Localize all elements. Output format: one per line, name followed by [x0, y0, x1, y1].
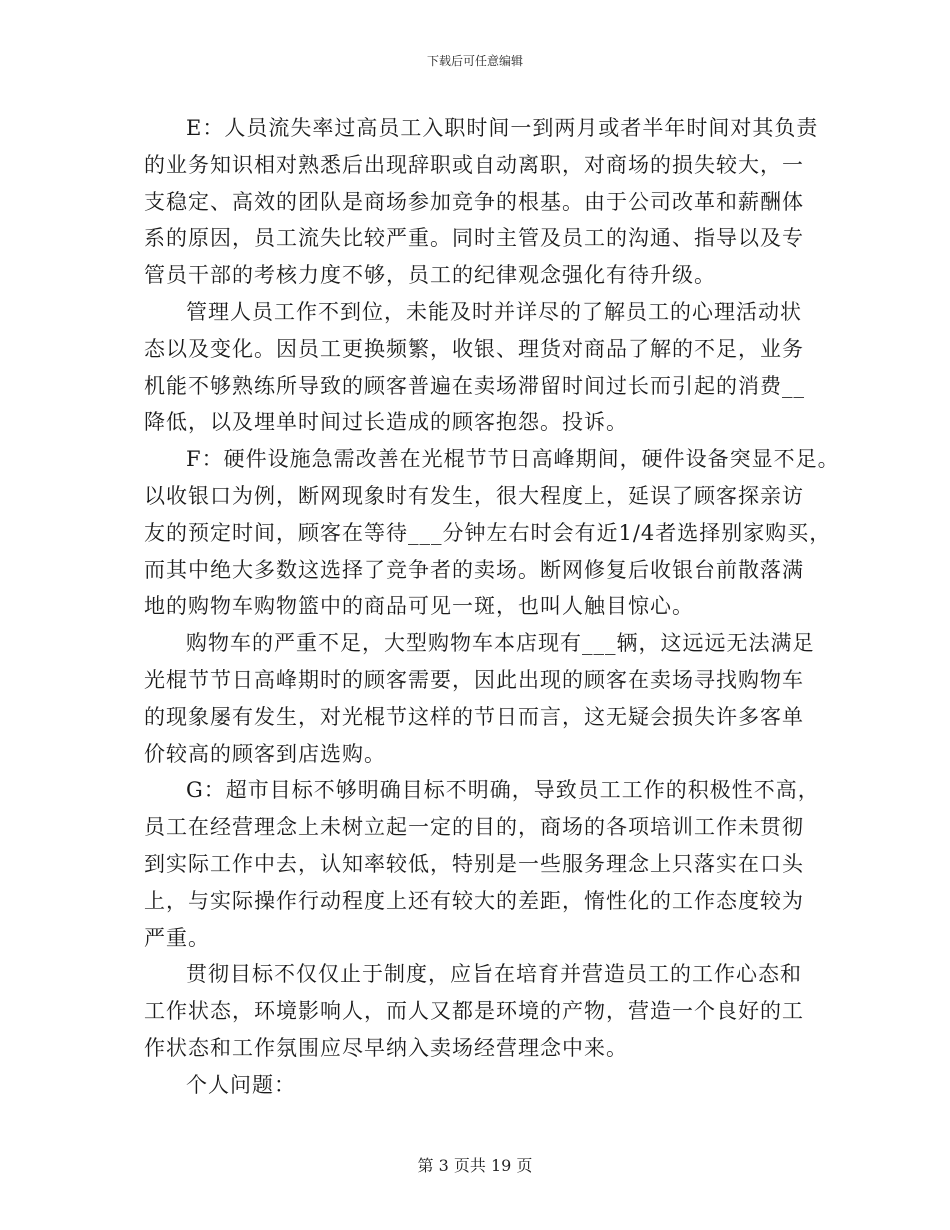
text-line: 个人问题：: [186, 1072, 296, 1097]
text-line: 系的原因，员工流失比较严重。同时主管及员工的沟通、指导以及专: [144, 226, 804, 251]
text-line: 价较高的顾客到店选购。: [144, 741, 386, 766]
text-line: 贯彻目标不仅仅止于制度，应旨在培育并营造员工的工作心态和: [186, 962, 802, 987]
text-line: 降低，以及埋单时间过长造成的顾客抱怨。投诉。: [144, 410, 628, 435]
text-line: 工作状态，环境影响人，而人又都是环境的产物，营造一个良好的工: [144, 999, 804, 1024]
text-line: 态以及变化。因员工更换频繁，收银、理货对商品了解的不足，业务: [144, 336, 804, 361]
page-number: 第 3 页共 19 页: [417, 1156, 533, 1175]
text-line: 严重。: [144, 925, 210, 950]
text-line: 员工在经营理念上未树立起一定的目的，商场的各项培训工作未贯彻: [144, 815, 804, 840]
text-line: 购物车的严重不足，大型购物车本店现有___辆，这远远无法满足: [186, 631, 815, 656]
text-line: G：超市目标不够明确目标不明确，导致员工工作的积极性不高，: [186, 778, 820, 803]
text-line: 管理人员工作不到位，未能及时并详尽的了解员工的心理活动状: [186, 299, 802, 324]
text-line: F：硬件设施急需改善在光棍节节日高峰期间，硬件设备突显不足。: [186, 447, 840, 472]
text-line: 地的购物车购物篮中的商品可见一斑，也叫人触目惊心。: [144, 594, 694, 619]
text-line: 机能不够熟练所导致的顾客普遍在卖场滞留时间过长而引起的消费__: [144, 373, 805, 398]
text-line: E：人员流失率过高员工入职时间一到两月或者半年时间对其负责: [186, 116, 819, 140]
page-header: 下载后可任意编辑: [426, 54, 523, 68]
text-line: 上，与实际操作行动程度上还有较大的差距，惰性化的工作态度较为: [144, 888, 804, 913]
document-body: [144, 110, 840, 1104]
text-line: 而其中绝大多数这选择了竞争者的卖场。断网修复后收银台前散落满: [144, 557, 804, 582]
text-line: 支稳定、高效的团队是商场参加竞争的根基。由于公司改革和薪酬体: [144, 189, 804, 214]
text-line: 的业务知识相对熟悉后出现辞职或自动离职，对商场的损失较大，一: [144, 152, 804, 177]
text-line: 的现象屡有发生，对光棍节这样的节日而言，这无疑会损失许多客单: [144, 704, 804, 729]
text-line: 作状态和工作氛围应尽早纳入卖场经营理念中来。: [144, 1035, 628, 1060]
text-line: 到实际工作中去，认知率较低，特别是一些服务理念上只落实在口头: [144, 851, 804, 876]
text-line: 友的预定时间，顾客在等待___分钟左右时会有近1/4者选择别家购买，: [144, 520, 832, 545]
text-line: 以收银口为例，断网现象时有发生，很大程度上，延误了顾客探亲访: [144, 483, 804, 508]
text-line: 光棍节节日高峰期时的顾客需要，因此出现的顾客在卖场寻找购物车: [144, 667, 804, 692]
text-line: 管员干部的考核力度不够，员工的纪律观念强化有待升级。: [144, 263, 716, 288]
